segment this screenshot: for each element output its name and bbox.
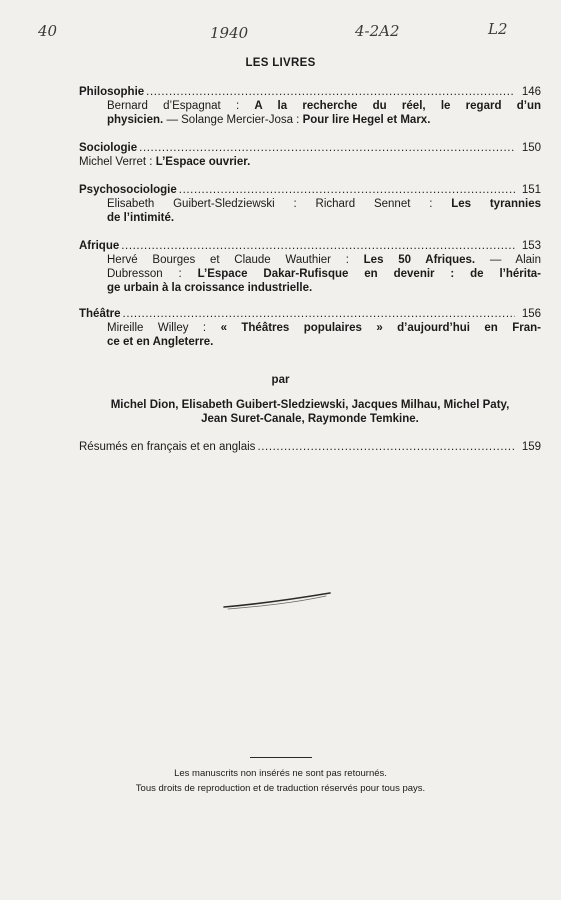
author-text: — Solange Mercier-Josa : — [166, 114, 303, 126]
author-text: Dubresson : — [107, 268, 198, 280]
author-text: Michel Verret : — [79, 156, 156, 168]
review-line — [79, 281, 541, 295]
dot-leader — [257, 440, 515, 454]
review-line — [79, 321, 541, 335]
book-title: « Théâtres populaires » d’aujourd’hui en Fran- — [220, 322, 541, 334]
author-text: Elisabeth Guibert-Sledziewski : Richard Sennet : — [107, 198, 452, 210]
dot-leader — [121, 239, 515, 253]
par-label: par — [271, 374, 290, 386]
book-title: Les tyrannies — [451, 198, 541, 210]
handwritten-note-3: 4-2A2 — [355, 22, 400, 40]
contributors-line: Jean Suret-Canale, Raymonde Temkine. — [201, 413, 419, 425]
section-page: 156 — [521, 308, 541, 320]
toc-entry — [79, 183, 541, 225]
section-title: Afrique — [79, 240, 120, 252]
book-title: de l’intimité. — [107, 212, 175, 224]
section-page: 150 — [521, 142, 541, 154]
author-text: Hervé Bourges et Claude Wauthier : — [107, 254, 364, 266]
author-text: Mireille Willey : — [107, 322, 221, 334]
review-line — [79, 267, 541, 281]
section-title: Philosophie — [79, 86, 145, 98]
summary-page: 159 — [521, 441, 541, 453]
review-line — [79, 99, 541, 113]
section-page: 153 — [521, 240, 541, 252]
dot-leader — [123, 307, 515, 321]
review-line — [79, 253, 541, 267]
book-title: A la recherche du réel, le regard d’un — [254, 100, 541, 112]
section-title: Théâtre — [79, 308, 121, 320]
toc-entry — [79, 307, 541, 349]
review-line — [79, 335, 541, 349]
review-line — [79, 197, 541, 211]
contributors-line: Michel Dion, Elisabeth Guibert-Sledziewski, Jacques Milhau, Michel Paty, — [110, 399, 510, 411]
section-title: Sociologie — [79, 142, 138, 154]
book-title: L’Espace ouvrier. — [155, 156, 251, 168]
section-title: Psychosociologie — [79, 184, 177, 196]
toc-entry — [79, 141, 541, 169]
handwritten-note-1: 40 — [38, 22, 58, 40]
footer-line: Tous droits de reproduction et de traduction réservés pour tous pays. — [135, 783, 426, 794]
page-title: LES LIVRES — [245, 57, 316, 69]
toc-entry — [79, 85, 541, 127]
book-title: L’Espace Dakar-Rufisque en devenir : de l’hérita- — [197, 268, 542, 280]
table-of-contents — [79, 85, 541, 349]
review-line — [79, 155, 541, 169]
decorative-pen-stroke — [218, 588, 338, 612]
handwritten-note-4: L2 — [488, 20, 508, 38]
toc-entry — [79, 239, 541, 295]
summary-title: Résumés en français et en anglais — [79, 441, 256, 453]
book-title: Pour lire Hegel et Marx. — [302, 114, 431, 126]
summary-entry — [79, 440, 541, 454]
book-title: Les 50 Afriques. — [363, 254, 476, 266]
section-page: 146 — [521, 86, 541, 98]
book-title: ge urbain à la croissance industrielle. — [107, 282, 313, 294]
dot-leader — [179, 183, 515, 197]
footer-line: Les manuscrits non insérés ne sont pas retournés. — [174, 768, 387, 779]
review-line — [79, 113, 541, 127]
handwritten-note-2: 1940 — [210, 24, 249, 42]
author-text: Bernard d’Espagnat : — [107, 100, 255, 112]
book-title: physicien. — [107, 114, 167, 126]
dot-leader — [139, 141, 515, 155]
section-page: 151 — [521, 184, 541, 196]
footer-rule — [250, 757, 312, 758]
author-text: — Alain — [475, 254, 542, 266]
review-line — [79, 211, 541, 225]
contributors — [79, 398, 541, 426]
book-title: ce et en Angleterre. — [107, 336, 214, 348]
dot-leader — [146, 85, 515, 99]
